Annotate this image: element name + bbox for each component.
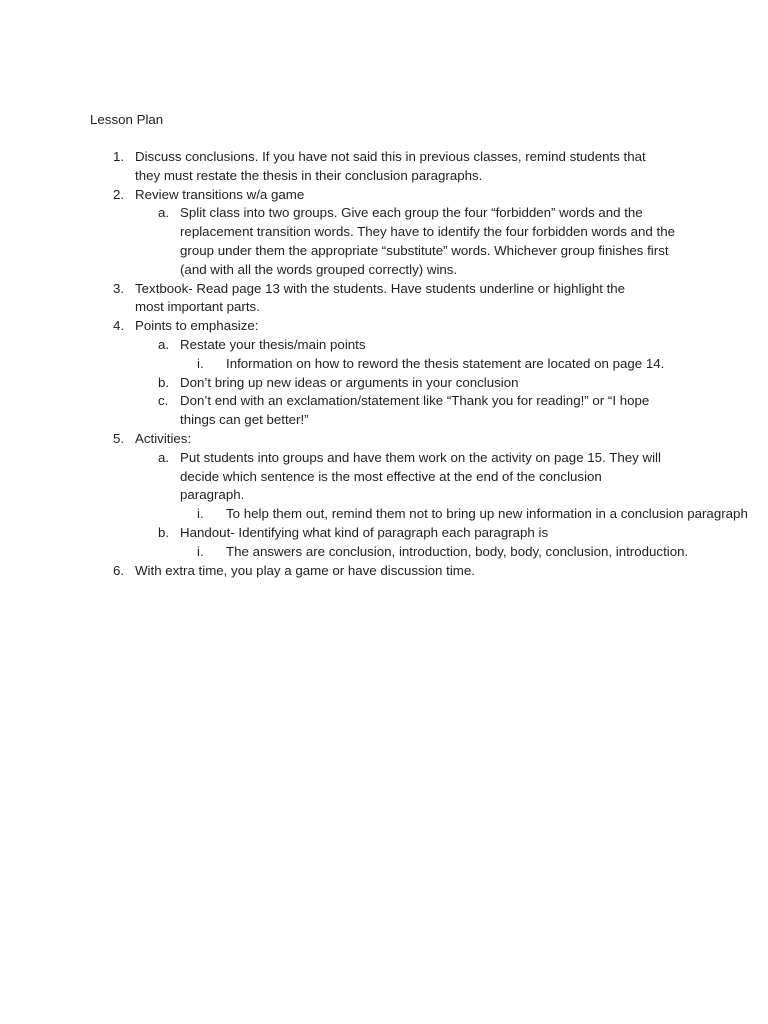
list-item-text: Points to emphasize: [135,318,259,334]
list-item-4a-i [90,355,768,374]
list-item-1 [90,148,665,186]
list-item-2 [90,186,690,205]
list-marker: b. [158,524,170,540]
list-item-text: Handout- Identifying what kind of paragraph each paragraph is [180,524,549,540]
list-marker: 5. [113,430,125,446]
list-item-3 [90,280,635,318]
list-item-text: With extra time, you play a game or have discussion time. [135,562,475,578]
list-marker: 1. [113,149,125,164]
list-item-text: Split class into two groups. Give each group the four “forbidden” words and the replacement transition words. They have to identify the four forbidden words and the group under them the appropriate “substitute” words. Whichever group finishes first (and with all the words grouped correctly) wins. [180,205,675,277]
list-marker: a. [158,449,170,465]
list-item-text: Don’t end with an exclamation/statement like “Thank you for reading!” or “I hope things can get better!” [180,393,650,428]
list-marker: 6. [113,562,125,578]
list-marker: a. [158,205,170,221]
list-item-4 [90,317,690,336]
list-marker: i. [197,543,204,559]
list-item-text: Information on how to reword the thesis statement are located on page 14. [226,355,665,371]
list-item-text: To help them out, remind them not to bring up new information in a conclusion paragraph [226,506,748,522]
list-item-4a [90,336,690,355]
list-item-text: Put students into groups and have them work on the activity on page 15. They will decide which sentence is the most effective at the end of the conclusion paragraph. [180,449,661,503]
list-marker: 3. [113,280,125,296]
list-marker: b. [158,374,170,390]
list-item-5b [90,524,690,543]
list-item-text: Review transitions w/a game [135,186,305,202]
list-marker: 2. [113,186,125,202]
list-marker: i. [197,355,204,371]
list-marker: 4. [113,318,125,334]
list-marker: a. [158,336,170,352]
list-item-text: The answers are conclusion, introduction, body, body, conclusion, introduction. [226,543,689,559]
list-item-2a [90,204,676,279]
list-item-5 [90,430,690,449]
list-item-6 [90,562,690,581]
list-item-5b-i [90,543,768,562]
list-item-4c [90,392,670,430]
list-item-5a [90,449,662,505]
list-item-text: Activities: [135,430,192,446]
list-item-5a-i [90,505,768,524]
list-item-text: Discuss conclusions. If you have not said this in previous classes, remind students that they must restate the thesis in their conclusion paragraphs. [135,149,646,183]
list-item-text: Textbook- Read page 13 with the students. Have students underline or highlight the most important parts. [135,280,626,315]
document-title: Lesson Plan [90,112,164,127]
lesson-outline [90,148,748,580]
list-marker: c. [158,393,169,409]
list-marker: i. [197,506,204,522]
list-item-text: Restate your thesis/main points [180,336,366,352]
list-item-4b [90,374,690,393]
list-item-text: Don’t bring up new ideas or arguments in your conclusion [180,374,519,390]
